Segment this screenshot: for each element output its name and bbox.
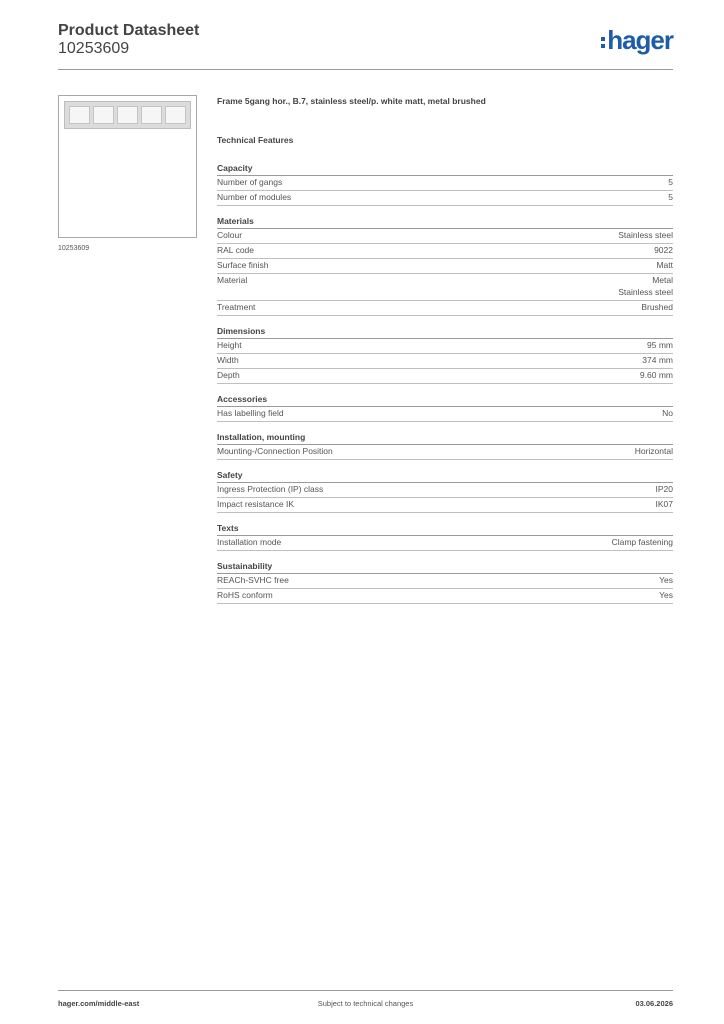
feature-row bbox=[217, 229, 673, 244]
feature-value: Yes bbox=[659, 589, 673, 600]
section-title: Texts bbox=[217, 522, 673, 536]
section-title: Dimensions bbox=[217, 325, 673, 339]
feature-label: Mounting-/Connection Position bbox=[217, 445, 333, 456]
feature-value: IK07 bbox=[655, 498, 673, 509]
page-footer bbox=[58, 990, 673, 1014]
feature-label: Impact resistance IK bbox=[217, 498, 295, 509]
feature-label: Height bbox=[217, 339, 242, 350]
feature-label: Number of gangs bbox=[217, 177, 283, 187]
image-caption: 10253609 bbox=[58, 245, 90, 252]
page-header bbox=[58, 20, 673, 70]
section-title: Accessories bbox=[217, 393, 673, 407]
feature-value: Yes bbox=[659, 574, 673, 585]
section-sustainability bbox=[217, 560, 673, 604]
feature-label: Treatment bbox=[217, 301, 256, 312]
logo-text: hager bbox=[607, 25, 673, 55]
feature-row bbox=[217, 301, 673, 316]
product-image bbox=[58, 95, 197, 238]
feature-row bbox=[217, 274, 673, 301]
section-dimensions bbox=[217, 325, 673, 384]
feature-value: No bbox=[662, 407, 673, 418]
section-title: Sustainability bbox=[217, 560, 673, 574]
feature-label: Colour bbox=[217, 230, 243, 240]
feature-value: 9.60 mm bbox=[639, 369, 673, 380]
section-safety bbox=[217, 469, 673, 513]
feature-label: Has labelling field bbox=[217, 407, 284, 418]
feature-label: Material bbox=[217, 275, 248, 285]
section-accessories bbox=[217, 393, 673, 422]
section-title: Safety bbox=[217, 469, 673, 483]
feature-row bbox=[217, 589, 673, 604]
footer-date: 03.06.2026 bbox=[635, 999, 673, 1008]
section-title: Capacity bbox=[217, 162, 673, 176]
feature-value: Horizontal bbox=[634, 445, 673, 456]
feature-label: REACh-SVHC free bbox=[217, 574, 289, 585]
feature-label: Depth bbox=[217, 369, 240, 380]
logo-dots-icon bbox=[601, 37, 605, 48]
frame-5gang-picture bbox=[64, 101, 191, 129]
document-title: Product Datasheet bbox=[58, 22, 200, 39]
feature-value: Clamp fastening bbox=[611, 536, 673, 547]
feature-row bbox=[217, 244, 673, 259]
feature-label: Installation mode bbox=[217, 536, 282, 547]
feature-value: Metal Stainless steel bbox=[618, 275, 673, 297]
footer-notice: Subject to technical changes bbox=[317, 999, 414, 1008]
feature-row bbox=[217, 407, 673, 422]
technical-features-heading: Technical Features bbox=[217, 135, 294, 145]
feature-value: IP20 bbox=[655, 483, 673, 494]
feature-row bbox=[217, 445, 673, 460]
feature-label: RoHS conform bbox=[217, 589, 273, 600]
feature-label: Width bbox=[217, 354, 239, 365]
feature-label: RAL code bbox=[217, 245, 255, 255]
feature-row bbox=[217, 498, 673, 513]
feature-row bbox=[217, 483, 673, 498]
section-title: Materials bbox=[217, 215, 673, 229]
feature-row bbox=[217, 536, 673, 551]
feature-row bbox=[217, 339, 673, 354]
feature-row bbox=[217, 191, 673, 206]
feature-row bbox=[217, 369, 673, 384]
feature-row bbox=[217, 574, 673, 589]
section-capacity bbox=[217, 162, 673, 206]
feature-label: Number of modules bbox=[217, 192, 292, 202]
feature-row bbox=[217, 354, 673, 369]
feature-value: 95 mm bbox=[647, 339, 673, 350]
section-texts bbox=[217, 522, 673, 551]
document-number: 10253609 bbox=[58, 40, 130, 57]
feature-value: Stainless steel bbox=[618, 230, 673, 240]
feature-value: 5 bbox=[668, 177, 673, 187]
section-materials bbox=[217, 215, 673, 316]
feature-label: Surface finish bbox=[217, 260, 269, 270]
feature-value: 374 mm bbox=[642, 354, 673, 365]
footer-website: hager.com/middle-east bbox=[58, 999, 140, 1008]
section-installation-mounting bbox=[217, 431, 673, 460]
feature-row bbox=[217, 259, 673, 274]
feature-value: 9022 bbox=[654, 245, 673, 255]
hager-logo bbox=[601, 26, 673, 54]
section-title: Installation, mounting bbox=[217, 431, 673, 445]
feature-value: Brushed bbox=[641, 301, 673, 312]
feature-value: Matt bbox=[656, 260, 673, 270]
feature-sections bbox=[217, 162, 673, 604]
product-description: Frame 5gang hor., B.7, stainless steel/p. white matt, metal brushed bbox=[217, 96, 486, 106]
feature-row bbox=[217, 176, 673, 191]
datasheet-content bbox=[217, 95, 673, 613]
feature-label: Ingress Protection (IP) class bbox=[217, 483, 324, 494]
feature-value: 5 bbox=[668, 192, 673, 202]
